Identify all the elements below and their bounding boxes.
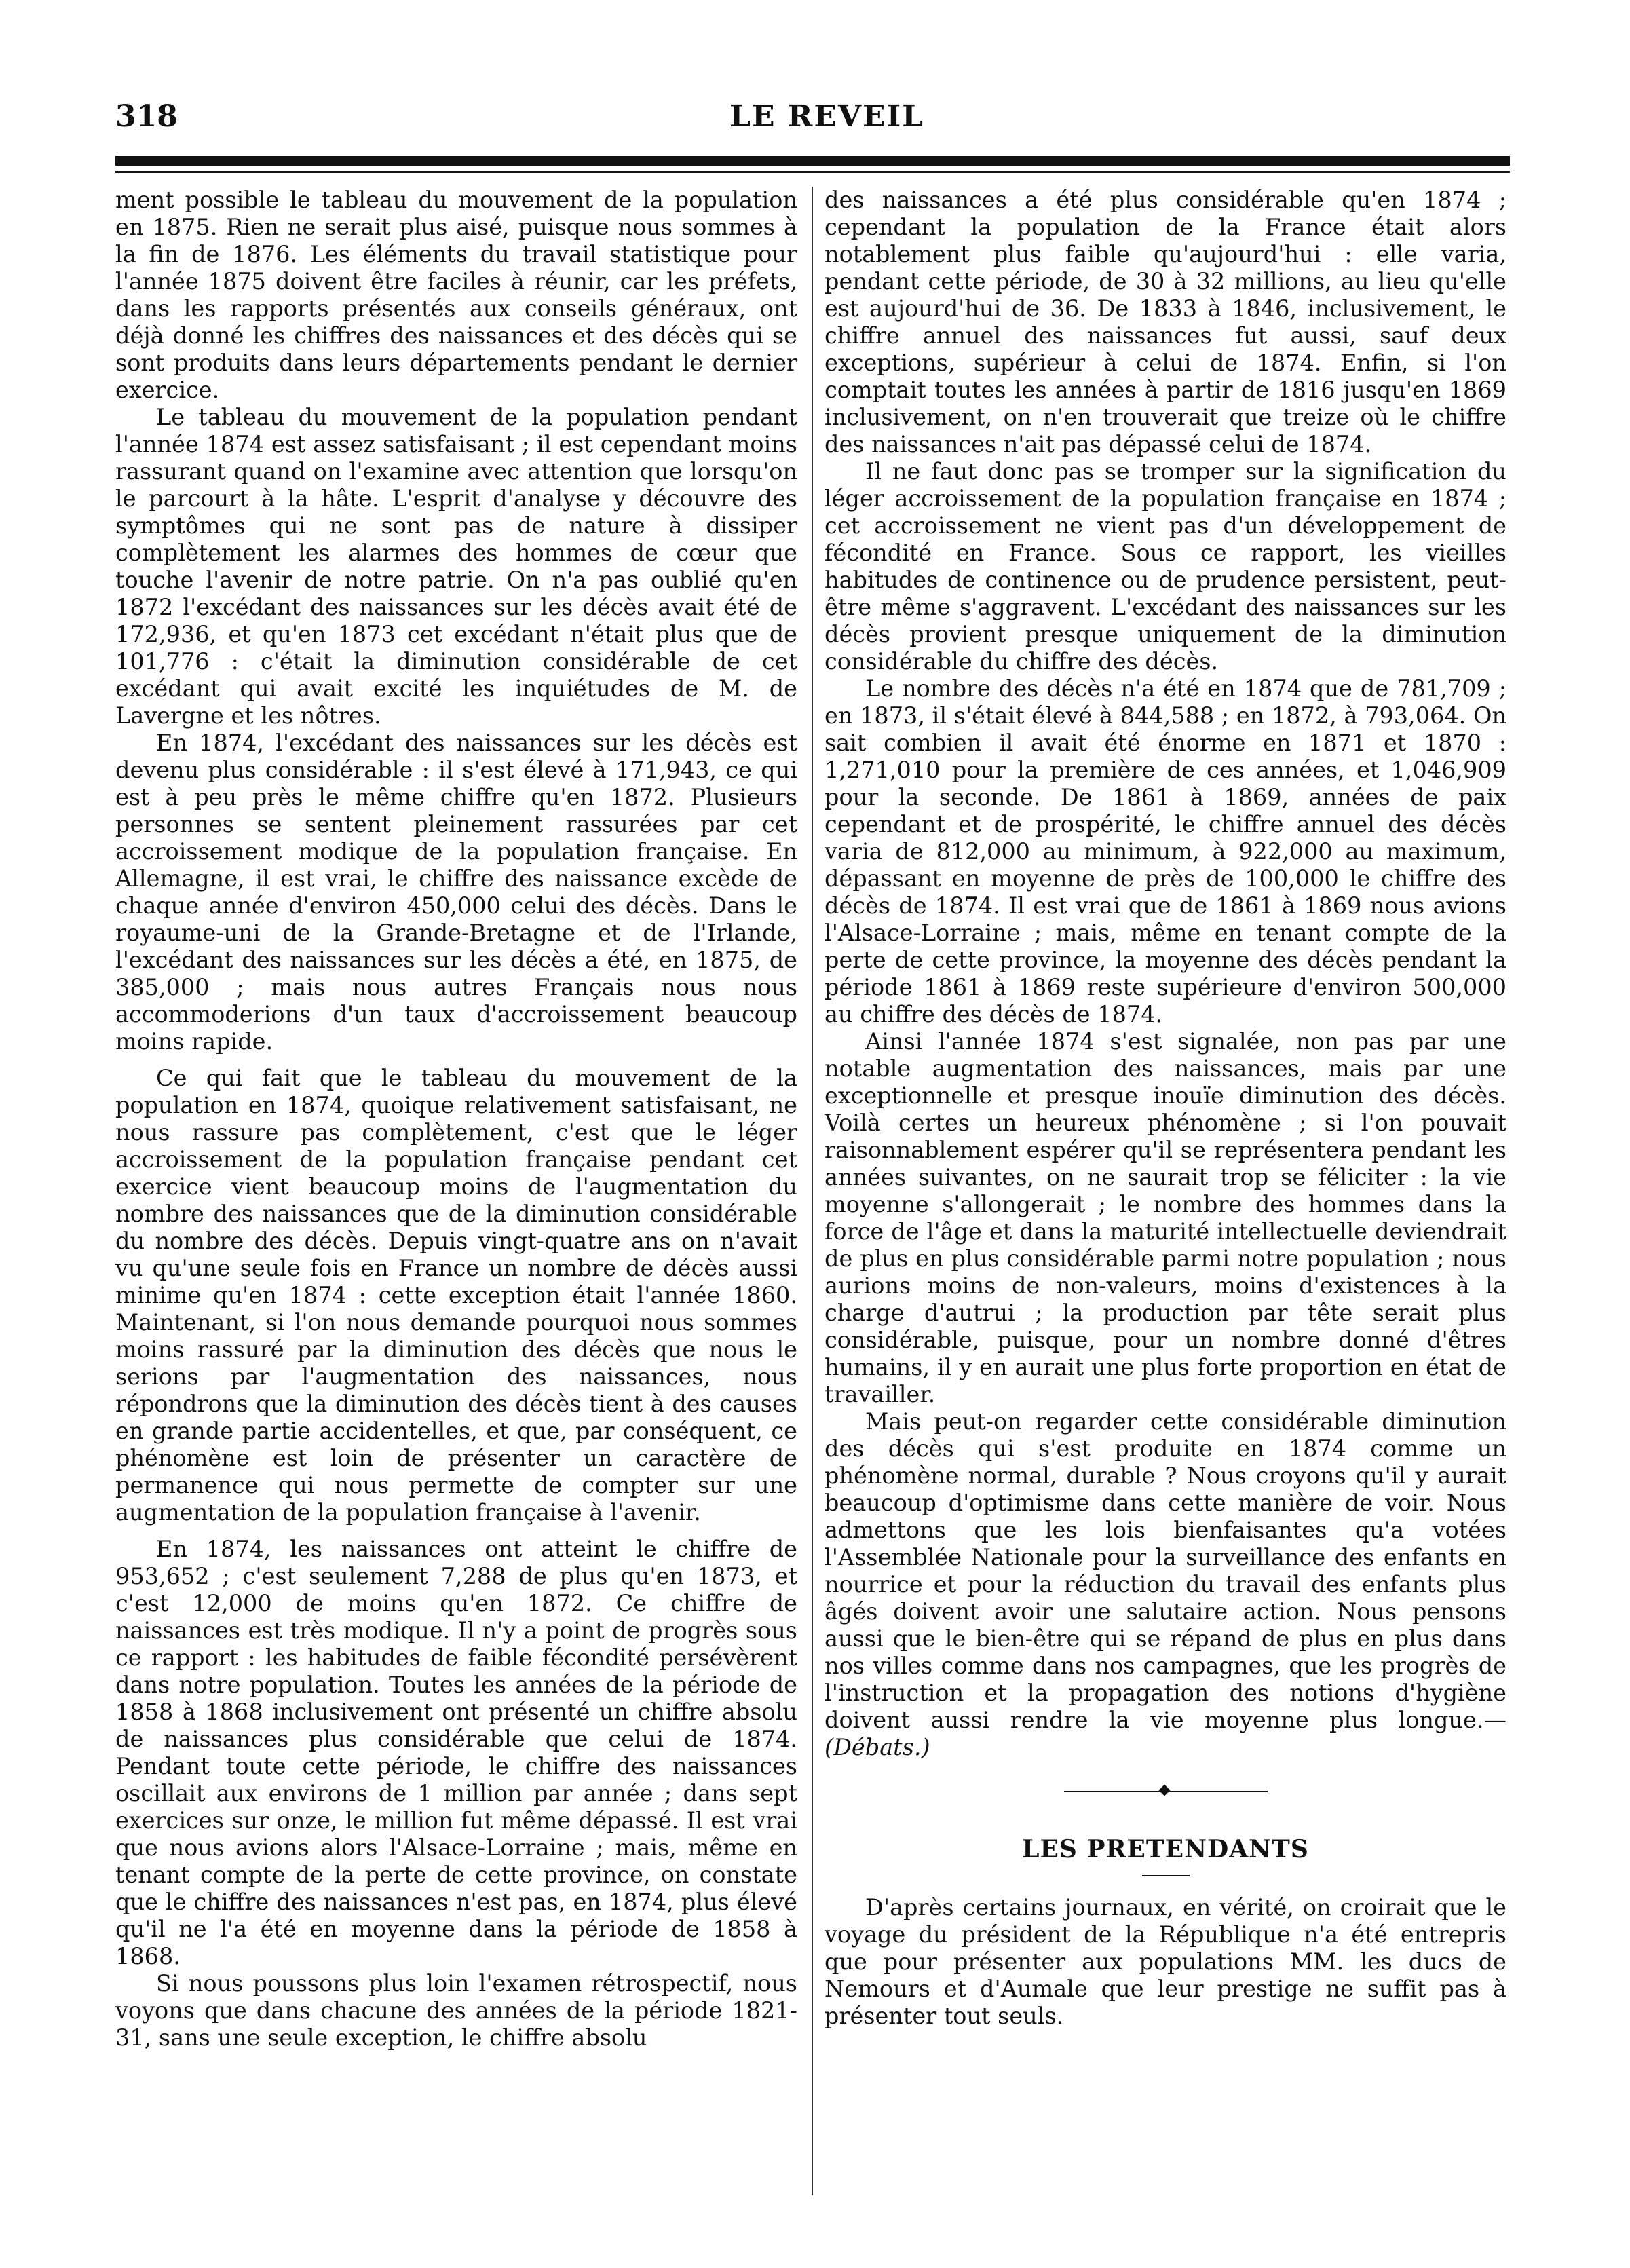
page-number: 318 [115, 99, 178, 134]
section-heading: LES PRETENDANTS [1022, 1835, 1309, 1864]
heading-underline [1142, 1875, 1190, 1876]
left-paragraph-2: Le tableau du mouvement de la population pendant l'année 1874 est assez satisfaisant ; il est cependant moins rassurant quand on l'examine avec attention que lorsqu'on le parcourt à la hâte. L'esprit d'analyse y découvre des symptômes qui ne sont pas de nature à dissiper complètement les alarmes des hommes de cœur que touche l'avenir de notre patrie. On n'a pas oublié qu'en 1872 l'excédant des naissances sur les décès avait été de 172,936, et qu'en 1873 cet excédant n'était plus que de 101,776 : c'était la diminution considérable de cet excédant qui avait excité les inquiétudes de M. de Lavergne et les nôtres. [115, 404, 797, 729]
right-paragraph-2: Il ne faut donc pas se tromper sur la signification du léger accroissement de la population française en 1874 ; cet accroissement ne vient pas d'un développement de fécondité en France. Sous ce rapport, les vieilles habitudes de continence ou de prudence persistent, peut-être même s'aggravent. L'excédant des naissances sur les décès provient presque uniquement de la diminution considérable du chiffre des décès. [825, 458, 1506, 675]
section-paragraph: D'après certains journaux, en vérité, on croirait que le voyage du président de la République n'a été entrepris que pour présenter aux populations MM. les ducs de Nemours et d'Aumale que leur prestige ne suffit pas à présenter tout seuls. [825, 1894, 1506, 2029]
section-separator [1064, 1791, 1268, 1792]
right-paragraph-4: Ainsi l'année 1874 s'est signalée, non pas par une notable augmentation des naissances, mais par une exceptionnelle et presque inouïe diminution des décès. Voilà certes un heureux phénomène ; si l'on pouvait raisonnablement espérer qu'il se représentera pendant les années suivantes, on ne saurait trop se féliciter : la vie moyenne s'allongerait ; le nombre des hommes dans la force de l'âge et dans la maturité intellectuelle deviendrait de plus en plus considérable parmi notre population ; nous aurions moins de non-valeurs, moins d'existences à la charge d'autrui ; la production par tête serait plus considérable, puisque, pour un nombre donné d'êtres humains, il y en aurait une plus forte proportion en état de travailler. [825, 1028, 1506, 1407]
right-paragraph-1: des naissances a été plus considérable qu'en 1874 ; cependant la population de la France était alors notablement plus faible qu'aujourd'hui : elle varia, pendant cette période, de 30 à 32 millions, au lieu qu'elle est aujourd'hui de 36. De 1833 à 1846, inclusivement, le chiffre annuel des naissances fut aussi, sauf deux exceptions, supérieur à celui de 1874. Enfin, si l'on comptait toutes les années à partir de 1816 jusqu'en 1869 inclusivement, on n'en trouverait que treize où le chiffre des naissances n'ait pas dépassé celui de 1874. [825, 187, 1506, 457]
header-rule-thin [115, 171, 1510, 173]
left-paragraph-5: En 1874, les naissances ont atteint le chiffre de 953,652 ; c'est seulement 7,288 de plus qu'en 1873, et c'est 12,000 de moins qu'en 1872. Ce chiffre de naissances est très modique. Il n'y a point de progrès sous ce rapport : les habitudes de faible fécondité persévèrent dans notre population. Toutes les années de la période de 1858 à 1868 inclusivement ont présenté un chiffre absolu de naissances plus considérable que celui de 1874. Pendant toute cette période, le chiffre des naissances oscillait aux environs de 1 million par année ; dans sept exercices sur onze, le million fut même dépassé. Il est vrai que nous avions alors l'Alsace-Lorraine ; mais, même en tenant compte de la perte de cette province, on constate que le chiffre des naissances n'est pas, en 1874, plus élevé qu'il ne l'a été en moyenne dans la période de 1858 à 1868. [115, 1536, 797, 1969]
right-paragraph-3: Le nombre des décès n'a été en 1874 que de 781,709 ; en 1873, il s'était élevé à 844,588 ; en 1872, à 793,064. On sait combien il avait été énorme en 1871 et 1870 : 1,271,010 pour la première de ces années, et 1,046,909 pour la seconde. De 1861 à 1869, années de paix cependant et de prospérité, le chiffre annuel des décès varia de 812,000 au minimum, à 922,000 au maximum, dépassant en moyenne de près de 100,000 le chiffre des décès de 1874. Il est vrai que de 1861 à 1869 nous avions l'Alsace-Lorraine ; mais, même en tenant compte de la perte de cette province, la moyenne des décès pendant la période 1861 à 1869 reste supérieure d'environ 500,000 au chiffre des décès de 1874. [825, 675, 1506, 1027]
right-paragraph-5-text: Mais peut-on regarder cette considérable diminution des décès qui s'est produite en 1874 comme un phénomène normal, durable ? Nous croyons qu'il y aurait beaucoup d'optimisme dans cette manière de voir. Nous admettons que les lois bienfaisantes qu'a votées l'Assemblée Nationale pour la surveillance des enfants en nourrice et pour la réduction du travail des enfants plus âgés doivent avoir une salutaire action. Nous pensons aussi que le bien-être qui se répand de plus en plus dans nos villes comme dans nos campagnes, que les progrès de l'instruction et la propagation des notions d'hygiène doivent aussi rendre la vie moyenne plus longue.— [825, 1408, 1506, 1733]
header-rule-thick [115, 156, 1510, 166]
left-paragraph-1: ment possible le tableau du mouvement de la population en 1875. Rien ne serait plus aisé, puisque nous sommes à la fin de 1876. Les éléments du travail statistique pour l'année 1875 doivent être faciles à réunir, car les préfets, dans les rapports présentés aux conseils généraux, ont déjà donné les chiffres des naissances et des décès qui se sont produits dans leurs départements pendant le dernier exercice. [115, 187, 797, 403]
column-divider [812, 187, 813, 2195]
source-citation: (Débats.) [825, 1734, 930, 1760]
right-paragraph-5 [825, 1408, 1506, 1761]
left-paragraph-6: Si nous poussons plus loin l'examen rétrospectif, nous voyons que dans chacune des années de la période 1821-31, sans une seule exception, le chiffre absolu [115, 1970, 797, 2051]
journal-title: LE REVEIL [729, 99, 925, 134]
left-paragraph-4: Ce qui fait que le tableau du mouvement de la population en 1874, quoique relativement satisfaisant, ne nous rassure pas complètement, c'est que le léger accroissement de la population française pendant cet exercice vient beaucoup moins de l'augmentation du nombre des naissances que de la diminution considérable du nombre des décès. Depuis vingt-quatre ans on n'avait vu qu'une seule fois en France un nombre de décès aussi minime qu'en 1874 : cette exception était l'année 1860. Maintenant, si l'on nous demande pourquoi nous sommes moins rassuré par la diminution des décès que nous le serions par l'augmentation des naissances, nous répondrons que la diminution des décès tient à des causes en grande partie accidentelles, et que, par conséquent, ce phénomène est loin de présenter un caractère de permanence qui nous permette de compter sur une augmentation de la population française à l'avenir. [115, 1065, 797, 1526]
left-column [115, 187, 797, 2052]
separator-diamond-icon [1158, 1785, 1170, 1796]
right-column [825, 187, 1506, 2030]
left-paragraph-3: En 1874, l'excédant des naissances sur les décès est devenu plus considérable : il s'est élevé à 171,943, ce qui est à peu près le même chiffre qu'en 1872. Plusieurs personnes se sentent pleinement rassurées par cet accroissement modique de la population française. En Allemagne, il est vrai, le chiffre des naissance excède de chaque année d'environ 450,000 celui des décès. Dans le royaume-uni de la Grande-Bretagne et de l'Irlande, l'excédant des naissances sur les décès a été, en 1875, de 385,000 ; mais nous autres Français nous nous accommoderions d'un taux d'accroissement beaucoup moins rapide. [115, 730, 797, 1055]
